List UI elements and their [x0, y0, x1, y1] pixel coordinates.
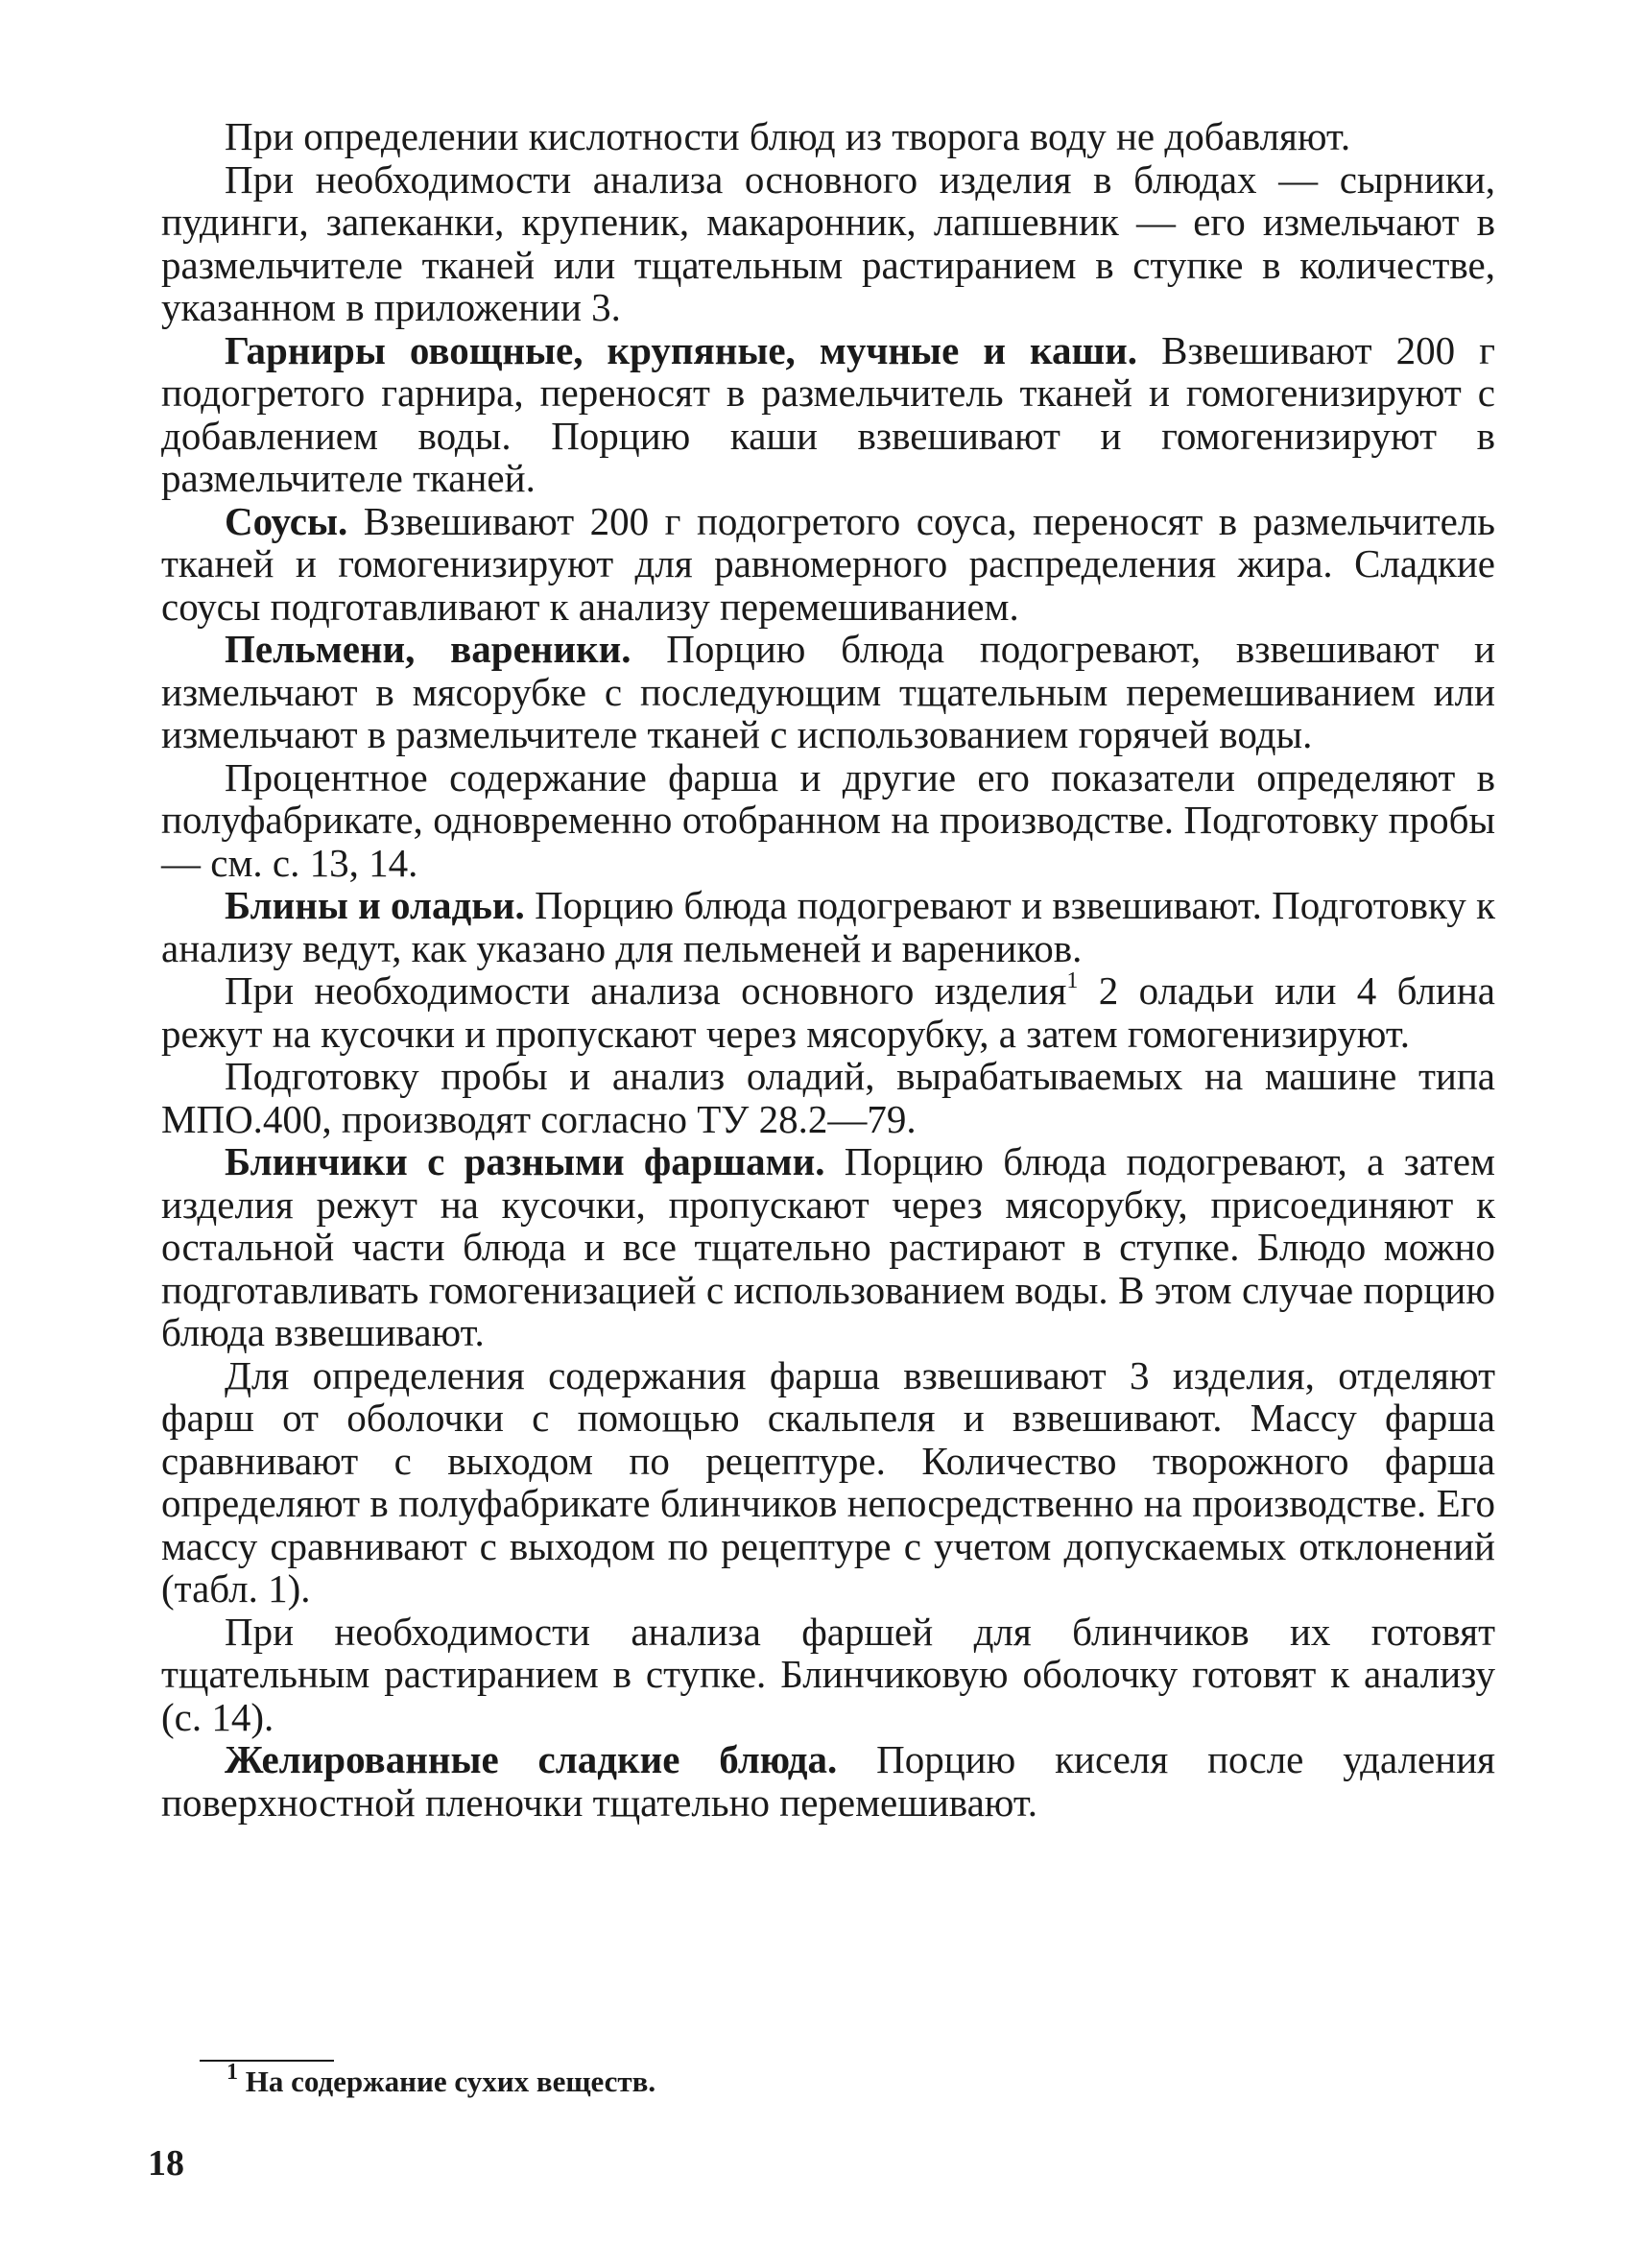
heading-sauces: Соусы. — [225, 498, 348, 543]
footnote-mark: 1 — [226, 2059, 238, 2085]
main-text — [161, 115, 1495, 1824]
paragraph-1-text: При определении кислотности блюд из творога воду не добавляют. — [225, 114, 1351, 158]
paragraph-6 — [161, 756, 1495, 885]
page-number: 18 — [148, 2143, 184, 2184]
paragraph-pancakes — [161, 884, 1495, 969]
paragraph-dumplings — [161, 628, 1495, 756]
paragraph-crepes-text: Порцию блюда подогревают, а затем изделия режут на кусочки, пропускают через мясорубку, присоединяют к остальной части блюда и все тщательно растирают в ступке. Блюдо можно подготавливать гомогенизацией с использованием воды. В этом случае порцию блюда взвешивают. — [161, 1139, 1495, 1354]
paragraph-9-text: Подготовку пробы и анализ оладий, вырабатываемых на машине типа МПО.400, производят согласно ТУ 28.2—79. — [161, 1054, 1495, 1141]
paragraph-8-tail: 2 оладьи или 4 блина режут на кусочки и пропускают через мясорубку, а затем гомогенизируют. — [161, 968, 1495, 1056]
paragraph-12-text: При необходимости анализа фаршей для блинчиков их готовят тщательным растиранием в ступке. Блинчиковую оболочку готовят к анализу (с. 14). — [161, 1609, 1495, 1739]
paragraph-8-text: При необходимости анализа основного изделия — [225, 968, 1067, 1013]
heading-garnishes: Гарниры овощные, крупяные, мучные и каши. — [225, 327, 1138, 372]
paragraph-sauces — [161, 500, 1495, 629]
paragraph-2-text: При необходимости анализа основного изделия в блюдах — сырники, пудинги, запеканки, крупеник, макаронник, лапшевник — его измельчают в размельчителе тканей или тщательным растиранием в ступке в количестве, указанном в приложении 3. — [161, 156, 1495, 329]
paragraph-crepes — [161, 1140, 1495, 1354]
heading-pancakes: Блины и оладьи. — [225, 883, 525, 927]
paragraph-11 — [161, 1354, 1495, 1611]
paragraph-garnishes — [161, 329, 1495, 500]
paragraph-11-text: Для определения содержания фарша взвешивают 3 изделия, отделяют фарш от оболочки с помощью скальпеля и взвешивают. Массу фарша сравнивают с выходом по рецептуре. Количество творожного фарша определяют в полуфабрикате блинчиков непосредственно на производстве. Его массу сравнивают с выходом по рецептуре с учетом допускаемых отклонений (табл. 1). — [161, 1352, 1495, 1611]
heading-dumplings: Пельмени, вареники. — [225, 627, 631, 671]
paragraph-pancakes-text: Порцию блюда подогревают и взвешивают. Подготовку к анализу ведут, как указано для пельменей и вареников. — [161, 883, 1495, 970]
paragraph-1 — [161, 115, 1495, 158]
paragraph-12 — [161, 1611, 1495, 1739]
paragraph-2 — [161, 158, 1495, 329]
footnote-reference: 1 — [1066, 968, 1079, 994]
paragraph-garnishes-text: Взвешивают 200 г подогретого гарнира, переносят в размельчитель тканей и гомогенизируют с добавлением воды. Порцию каши взвешивают и гомогенизируют в размельчителе тканей. — [161, 327, 1495, 500]
footnote-divider — [200, 2060, 334, 2062]
paragraph-dumplings-text: Порцию блюда подогревают, взвешивают и измельчают в мясорубке с последующим тщательным перемешиванием или измельчают в размельчителе тканей с использованием горячей воды. — [161, 627, 1495, 756]
paragraph-9 — [161, 1055, 1495, 1140]
paragraph-6-text: Процентное содержание фарша и другие его показатели определяют в полуфабрикате, одновременно отобранном на производстве. Подготовку пробы — см. с. 13, 14. — [161, 754, 1495, 885]
footnote — [226, 2059, 656, 2100]
heading-jellied-desserts: Желированные сладкие блюда. — [225, 1737, 838, 1781]
paragraph-jellied-desserts — [161, 1738, 1495, 1824]
paragraph-sauces-text: Взвешивают 200 г подогретого соуса, переносят в размельчитель тканей и гомогенизируют для равномерного распределения жира. Сладкие соусы подготавливают к анализу перемешиванием. — [161, 498, 1495, 629]
heading-crepes: Блинчики с разными фаршами. — [225, 1139, 825, 1183]
footnote-text: На содержание сухих веществ. — [238, 2065, 656, 2098]
paragraph-jellied-desserts-text: Порцию киселя после удаления поверхностной пленочки тщательно перемешивают. — [161, 1737, 1495, 1825]
paragraph-8 — [161, 969, 1495, 1055]
